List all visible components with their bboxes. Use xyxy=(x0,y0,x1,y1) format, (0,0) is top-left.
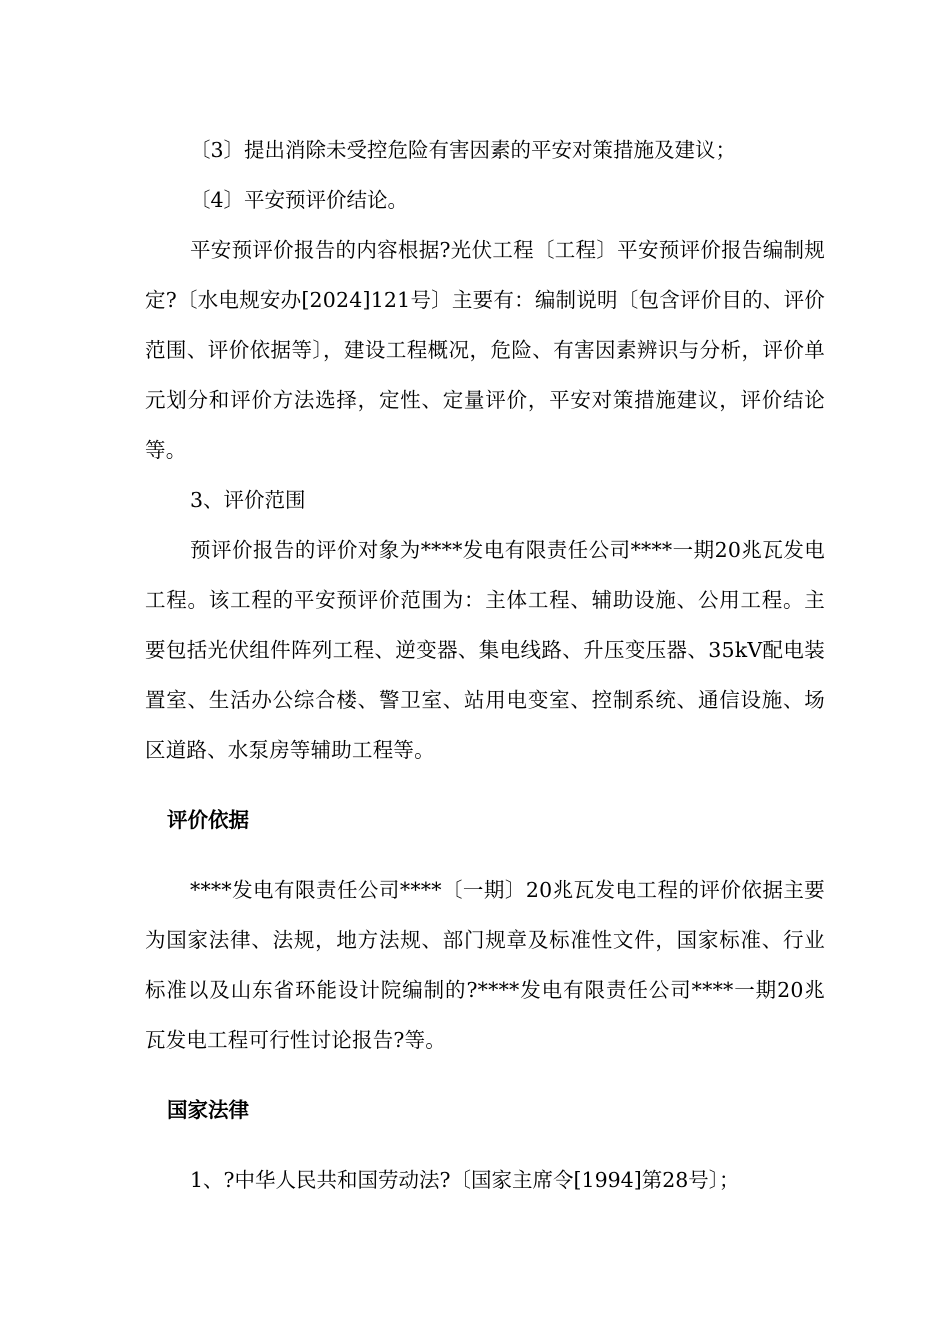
law-item-1: 1、?中华人民共和国劳动法?〔国家主席令[1994]第28号〕； xyxy=(190,1168,740,1192)
report-content-paragraph: 平安预评价报告的内容根据?光伏工程〔工程〕平安预评价报告编制规定?〔水电规安办[2024]121号〕主要有：编制说明〔包含评价目的、评价范围、评价依据等〕，建设工程概况，危险、有害因素辨识与分析，评价单元划分和评价方法选择，定性、定量评价，平安对策措施建议，评价结论等。 xyxy=(145,238,825,462)
basis-paragraph: ****发电有限责任公司****〔一期〕20兆瓦发电工程的评价依据主要为国家法律、法规，地方法规、部门规章及标准性文件，国家标准、行业标准以及山东省环能设计院编制的?****发电有限责任公司****一期20兆瓦发电工程可行性讨论报告?等。 xyxy=(145,878,825,1052)
basis-heading: 评价依据 xyxy=(167,808,249,832)
laws-heading: 国家法律 xyxy=(167,1098,249,1122)
list-item-4: 〔4〕平安预评价结论。 xyxy=(190,188,409,212)
list-item-3: 〔3〕提出消除未受控危险有害因素的平安对策措施及建议； xyxy=(190,138,737,162)
scope-paragraph: 预评价报告的评价对象为****发电有限责任公司****一期20兆瓦发电工程。该工程的平安预评价范围为：主体工程、辅助设施、公用工程。主要包括光伏组件阵列工程、逆变器、集电线路、升压变压器、35kV配电装置室、生活办公综合楼、警卫室、站用电变室、控制系统、通信设施、场区道路、水泵房等辅助工程等。 xyxy=(145,538,825,762)
scope-section-title: 3、评价范围 xyxy=(190,488,306,512)
